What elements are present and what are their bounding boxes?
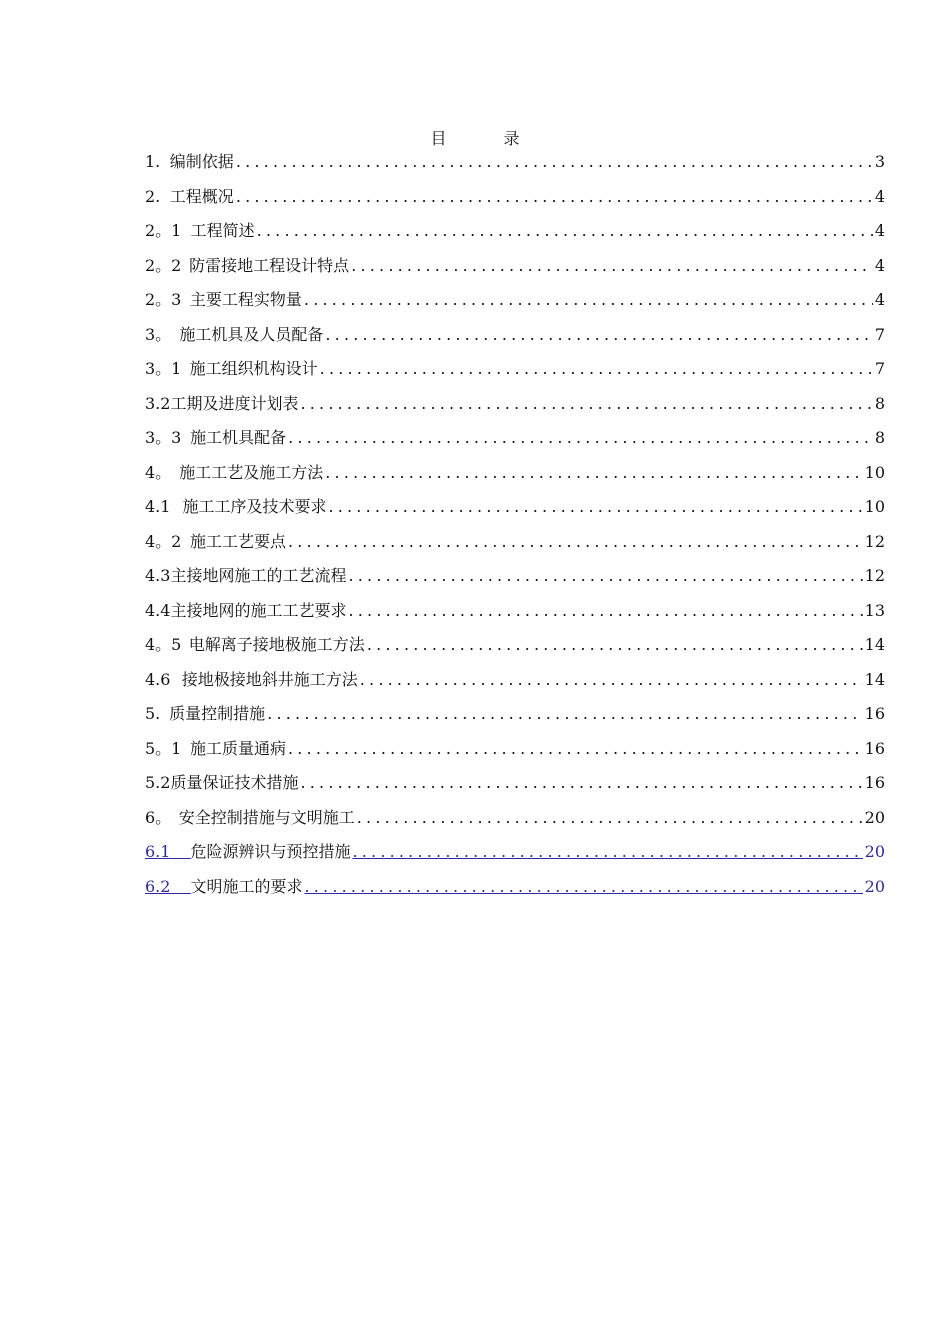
toc-entry bbox=[145, 183, 885, 218]
toc-entry-page: 16 bbox=[864, 704, 885, 723]
toc-entry-title: 施工工序及技术要求 bbox=[182, 497, 327, 516]
toc-entry bbox=[145, 562, 885, 597]
toc-entry-number: 4.3 bbox=[145, 566, 171, 585]
dot-leader bbox=[320, 355, 873, 383]
toc-entry bbox=[145, 390, 885, 425]
toc-entry bbox=[145, 493, 885, 528]
toc-entry-number: 4.4 bbox=[145, 600, 171, 620]
toc-entry bbox=[145, 459, 885, 494]
toc-entry bbox=[145, 666, 885, 701]
toc-entry-page: 10 bbox=[864, 497, 885, 516]
toc-link-entry[interactable] bbox=[145, 838, 885, 873]
dot-leader[interactable] bbox=[304, 873, 862, 901]
toc-entry-title: 主要工程实物量 bbox=[189, 290, 302, 309]
toc-entry-number: 1. bbox=[145, 152, 161, 171]
toc-entry-page: 16 bbox=[864, 738, 885, 758]
toc-entry-page: 14 bbox=[864, 635, 885, 654]
toc-entry bbox=[145, 528, 885, 563]
toc-entry-number: 2. bbox=[145, 186, 161, 206]
dot-leader bbox=[348, 597, 862, 625]
dot-leader bbox=[325, 321, 872, 349]
toc-entry-title: 编制依据 bbox=[169, 152, 234, 171]
dot-leader bbox=[236, 183, 873, 211]
toc-entry bbox=[145, 597, 885, 632]
toc-entry-title: 安全控制措施与文明施工 bbox=[178, 807, 355, 827]
toc-entry-page: 14 bbox=[864, 669, 885, 689]
dot-leader bbox=[267, 700, 862, 728]
toc-entry-number: 5。1 bbox=[145, 738, 182, 758]
dot-leader bbox=[304, 286, 873, 314]
toc-entry-title: 工期及进度计划表 bbox=[170, 393, 299, 413]
toc-entry bbox=[145, 424, 885, 459]
toc-entry-number: 4。 bbox=[145, 462, 172, 482]
toc-entry bbox=[145, 735, 885, 770]
toc-entry bbox=[145, 148, 885, 183]
dot-leader bbox=[357, 804, 863, 832]
toc-entry-title: 施工工艺要点 bbox=[189, 531, 286, 551]
toc-entry-page: 10 bbox=[864, 462, 885, 482]
toc-entry-number: 3。 bbox=[145, 324, 172, 344]
toc-entry-number: 6。 bbox=[145, 807, 172, 827]
dot-leader bbox=[257, 217, 873, 245]
dot-leader bbox=[300, 769, 862, 797]
toc-entry bbox=[145, 700, 885, 735]
toc-entry-number: 4.6 bbox=[145, 669, 171, 689]
dot-leader bbox=[300, 390, 872, 418]
toc-entry-title: 施工工艺及施工方法 bbox=[179, 462, 324, 482]
toc-entry-page[interactable]: 20 bbox=[864, 876, 885, 896]
toc-entry-page: 16 bbox=[864, 773, 885, 792]
toc-link-entry[interactable] bbox=[145, 873, 885, 908]
toc-entry-page: 12 bbox=[864, 566, 885, 585]
toc-entry-page: 8 bbox=[874, 393, 885, 413]
toc-entry-page: 4 bbox=[874, 186, 885, 206]
toc-entry bbox=[145, 286, 885, 321]
toc-entry-number: 3。1 bbox=[145, 359, 182, 378]
toc-entry-title: 施工组织机构设计 bbox=[189, 359, 318, 378]
toc-entry-number: 4。2 bbox=[145, 531, 182, 551]
toc-entry-title: 电解离子接地极施工方法 bbox=[188, 635, 365, 654]
toc-entry-page: 20 bbox=[864, 807, 885, 827]
dot-leader bbox=[328, 493, 862, 521]
toc-entry-page: 12 bbox=[864, 531, 885, 551]
toc-entry-page: 4 bbox=[874, 290, 885, 309]
toc-entry-number: 2。3 bbox=[145, 290, 182, 309]
toc-entry-title[interactable]: 危险源辨识与预控措施 bbox=[190, 842, 351, 861]
toc-entry-page: 4 bbox=[874, 221, 885, 240]
dot-leader bbox=[367, 631, 863, 659]
toc-entry-title: 施工机具及人员配备 bbox=[179, 324, 324, 344]
toc-entry-title: 工程概况 bbox=[169, 186, 234, 206]
dot-leader bbox=[288, 424, 873, 452]
toc-entry-page: 4 bbox=[874, 255, 885, 275]
toc-entry-title: 施工质量通病 bbox=[189, 738, 286, 758]
toc-entry bbox=[145, 804, 885, 839]
toc-entry-page: 3 bbox=[874, 152, 885, 171]
toc-entry-title: 主接地网的施工工艺要求 bbox=[170, 600, 347, 620]
dot-leader bbox=[360, 666, 863, 694]
toc-entry bbox=[145, 321, 885, 356]
table-of-contents bbox=[145, 148, 885, 907]
dot-leader[interactable] bbox=[352, 838, 862, 866]
toc-entry-page: 7 bbox=[874, 359, 885, 378]
toc-entry bbox=[145, 355, 885, 390]
toc-entry-title: 工程简述 bbox=[190, 221, 255, 240]
dot-leader bbox=[325, 459, 862, 487]
toc-entry-title: 施工机具配备 bbox=[190, 428, 287, 447]
toc-entry-page: 13 bbox=[864, 600, 885, 620]
dot-leader bbox=[348, 562, 862, 590]
toc-entry bbox=[145, 252, 885, 287]
toc-entry-title: 质量控制措施 bbox=[169, 704, 266, 723]
toc-entry-number: 2。1 bbox=[145, 221, 182, 240]
toc-entry-number: 2。2 bbox=[145, 255, 182, 275]
toc-entry bbox=[145, 631, 885, 666]
toc-entry bbox=[145, 769, 885, 804]
toc-entry-number: 3。3 bbox=[145, 428, 182, 447]
toc-entry-number[interactable]: 6.1 bbox=[145, 842, 171, 861]
dot-leader bbox=[236, 148, 873, 176]
toc-entry-title: 主接地网施工的工艺流程 bbox=[170, 566, 347, 585]
toc-entry-number: 5.2 bbox=[145, 773, 171, 792]
toc-entry-page[interactable]: 20 bbox=[864, 842, 885, 861]
toc-entry-number: 4。5 bbox=[145, 635, 182, 654]
toc-entry-number: 5. bbox=[145, 704, 161, 723]
toc-title: 目 录 bbox=[430, 129, 546, 148]
toc-entry-title: 接地极接地斜井施工方法 bbox=[181, 669, 358, 689]
toc-entry-title[interactable]: 文明施工的要求 bbox=[190, 876, 303, 896]
toc-entry-number[interactable]: 6.2 bbox=[145, 876, 171, 896]
toc-entry bbox=[145, 217, 885, 252]
dot-leader bbox=[351, 252, 873, 280]
toc-entry-page: 7 bbox=[874, 324, 885, 344]
dot-leader bbox=[288, 735, 863, 763]
toc-entry-title: 质量保证技术措施 bbox=[170, 773, 299, 792]
dot-leader bbox=[288, 528, 863, 556]
toc-entry-title: 防雷接地工程设计特点 bbox=[189, 255, 350, 275]
toc-entry-number: 3.2 bbox=[145, 393, 171, 413]
toc-entry-number: 4.1 bbox=[145, 497, 171, 516]
toc-entry-page: 8 bbox=[874, 428, 885, 447]
